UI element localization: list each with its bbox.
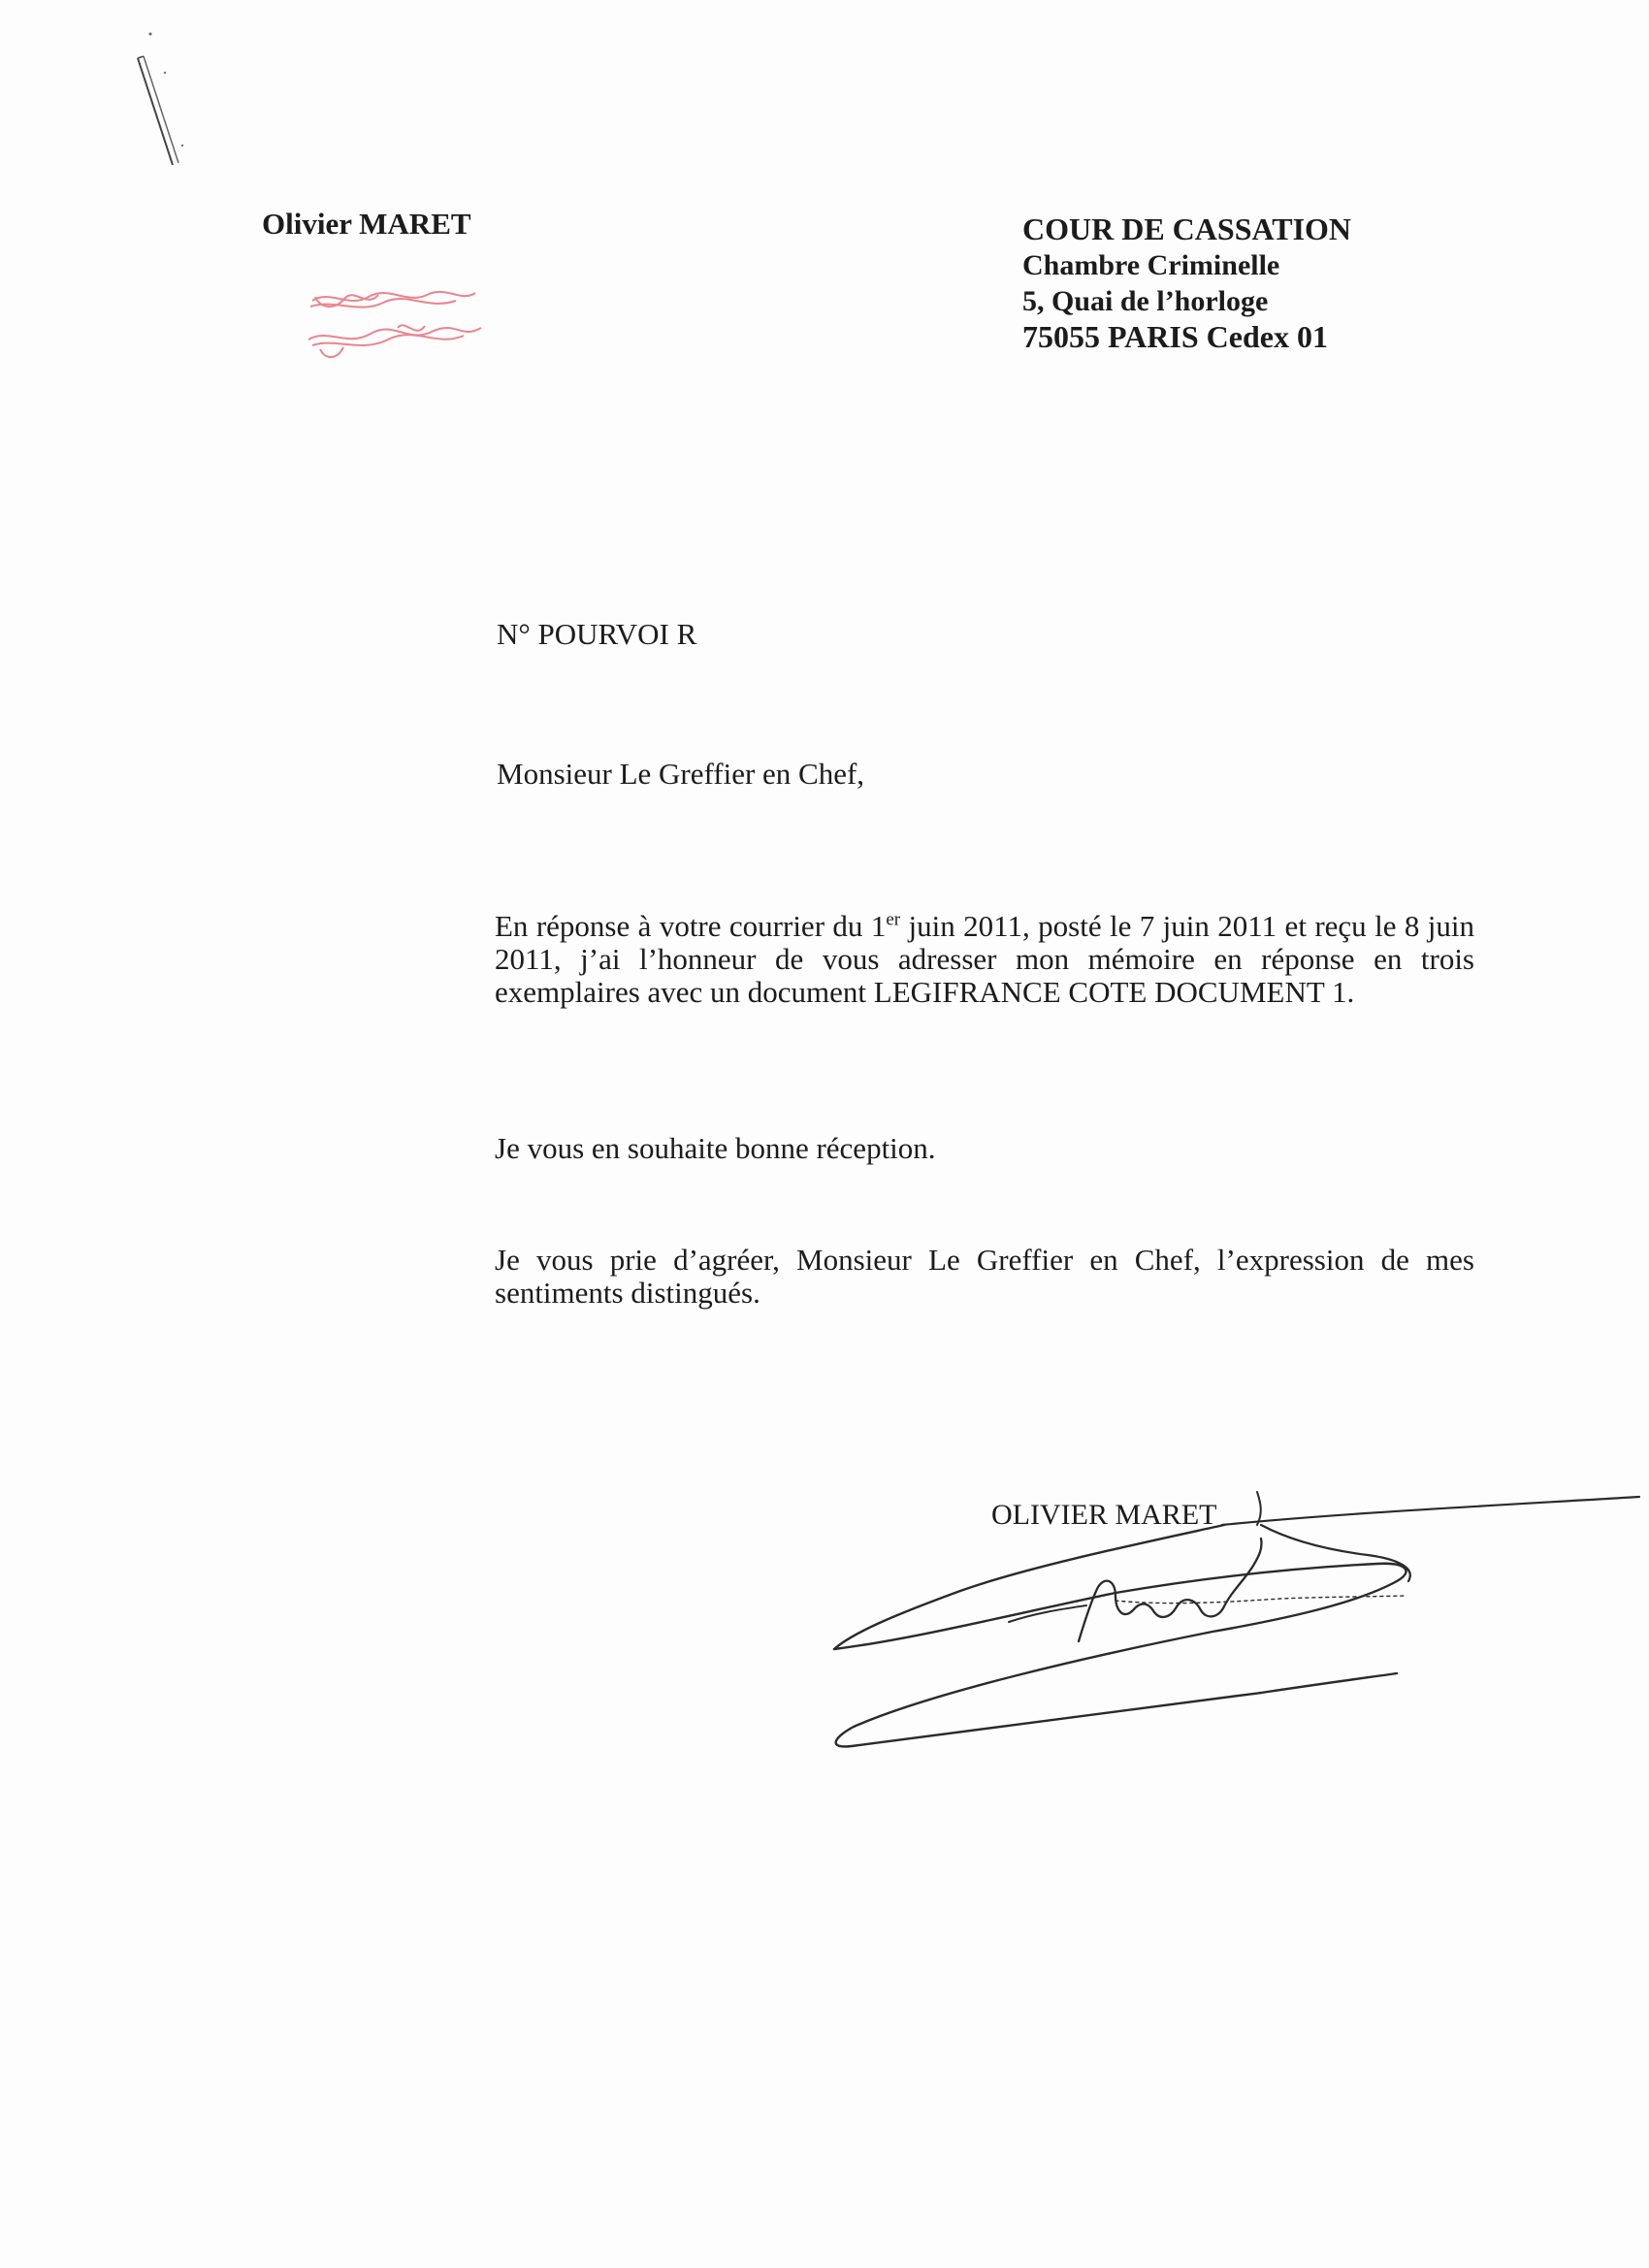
recipient-city: 75055 PARIS Cedex 01	[1022, 319, 1328, 354]
body-text-start: En réponse à votre courrier du 1	[495, 909, 887, 943]
recipient-chamber: Chambre Criminelle	[1022, 249, 1280, 281]
body-text-end: juin 2011, posté le 7 juin 2011 et reçu le 8 juin 2011, j’ai l’honneur de vous adresser mon mémoire en réponse en trois exemplaires avec un document LEGIFRANCE COTE DOCUMENT 1.	[495, 909, 1474, 1009]
recipient-court: COUR DE CASSATION	[1022, 211, 1352, 246]
closing-line-2: Je vous prie d’agréer, Monsieur Le Greffier en Chef, l’expression de mes sentiments distingués.	[495, 1243, 1474, 1310]
reference-label: N° POURVOI R	[497, 617, 697, 651]
body-superscript: er	[886, 909, 901, 930]
recipient-street: 5, Quai de l’horloge	[1022, 285, 1269, 317]
signer-name: OLIVIER MARET	[991, 1499, 1217, 1531]
closing-line-1: Je vous en souhaite bonne réception.	[495, 1131, 936, 1165]
sender-name: Olivier MARET	[262, 207, 471, 241]
salutation: Monsieur Le Greffier en Chef,	[497, 757, 865, 791]
